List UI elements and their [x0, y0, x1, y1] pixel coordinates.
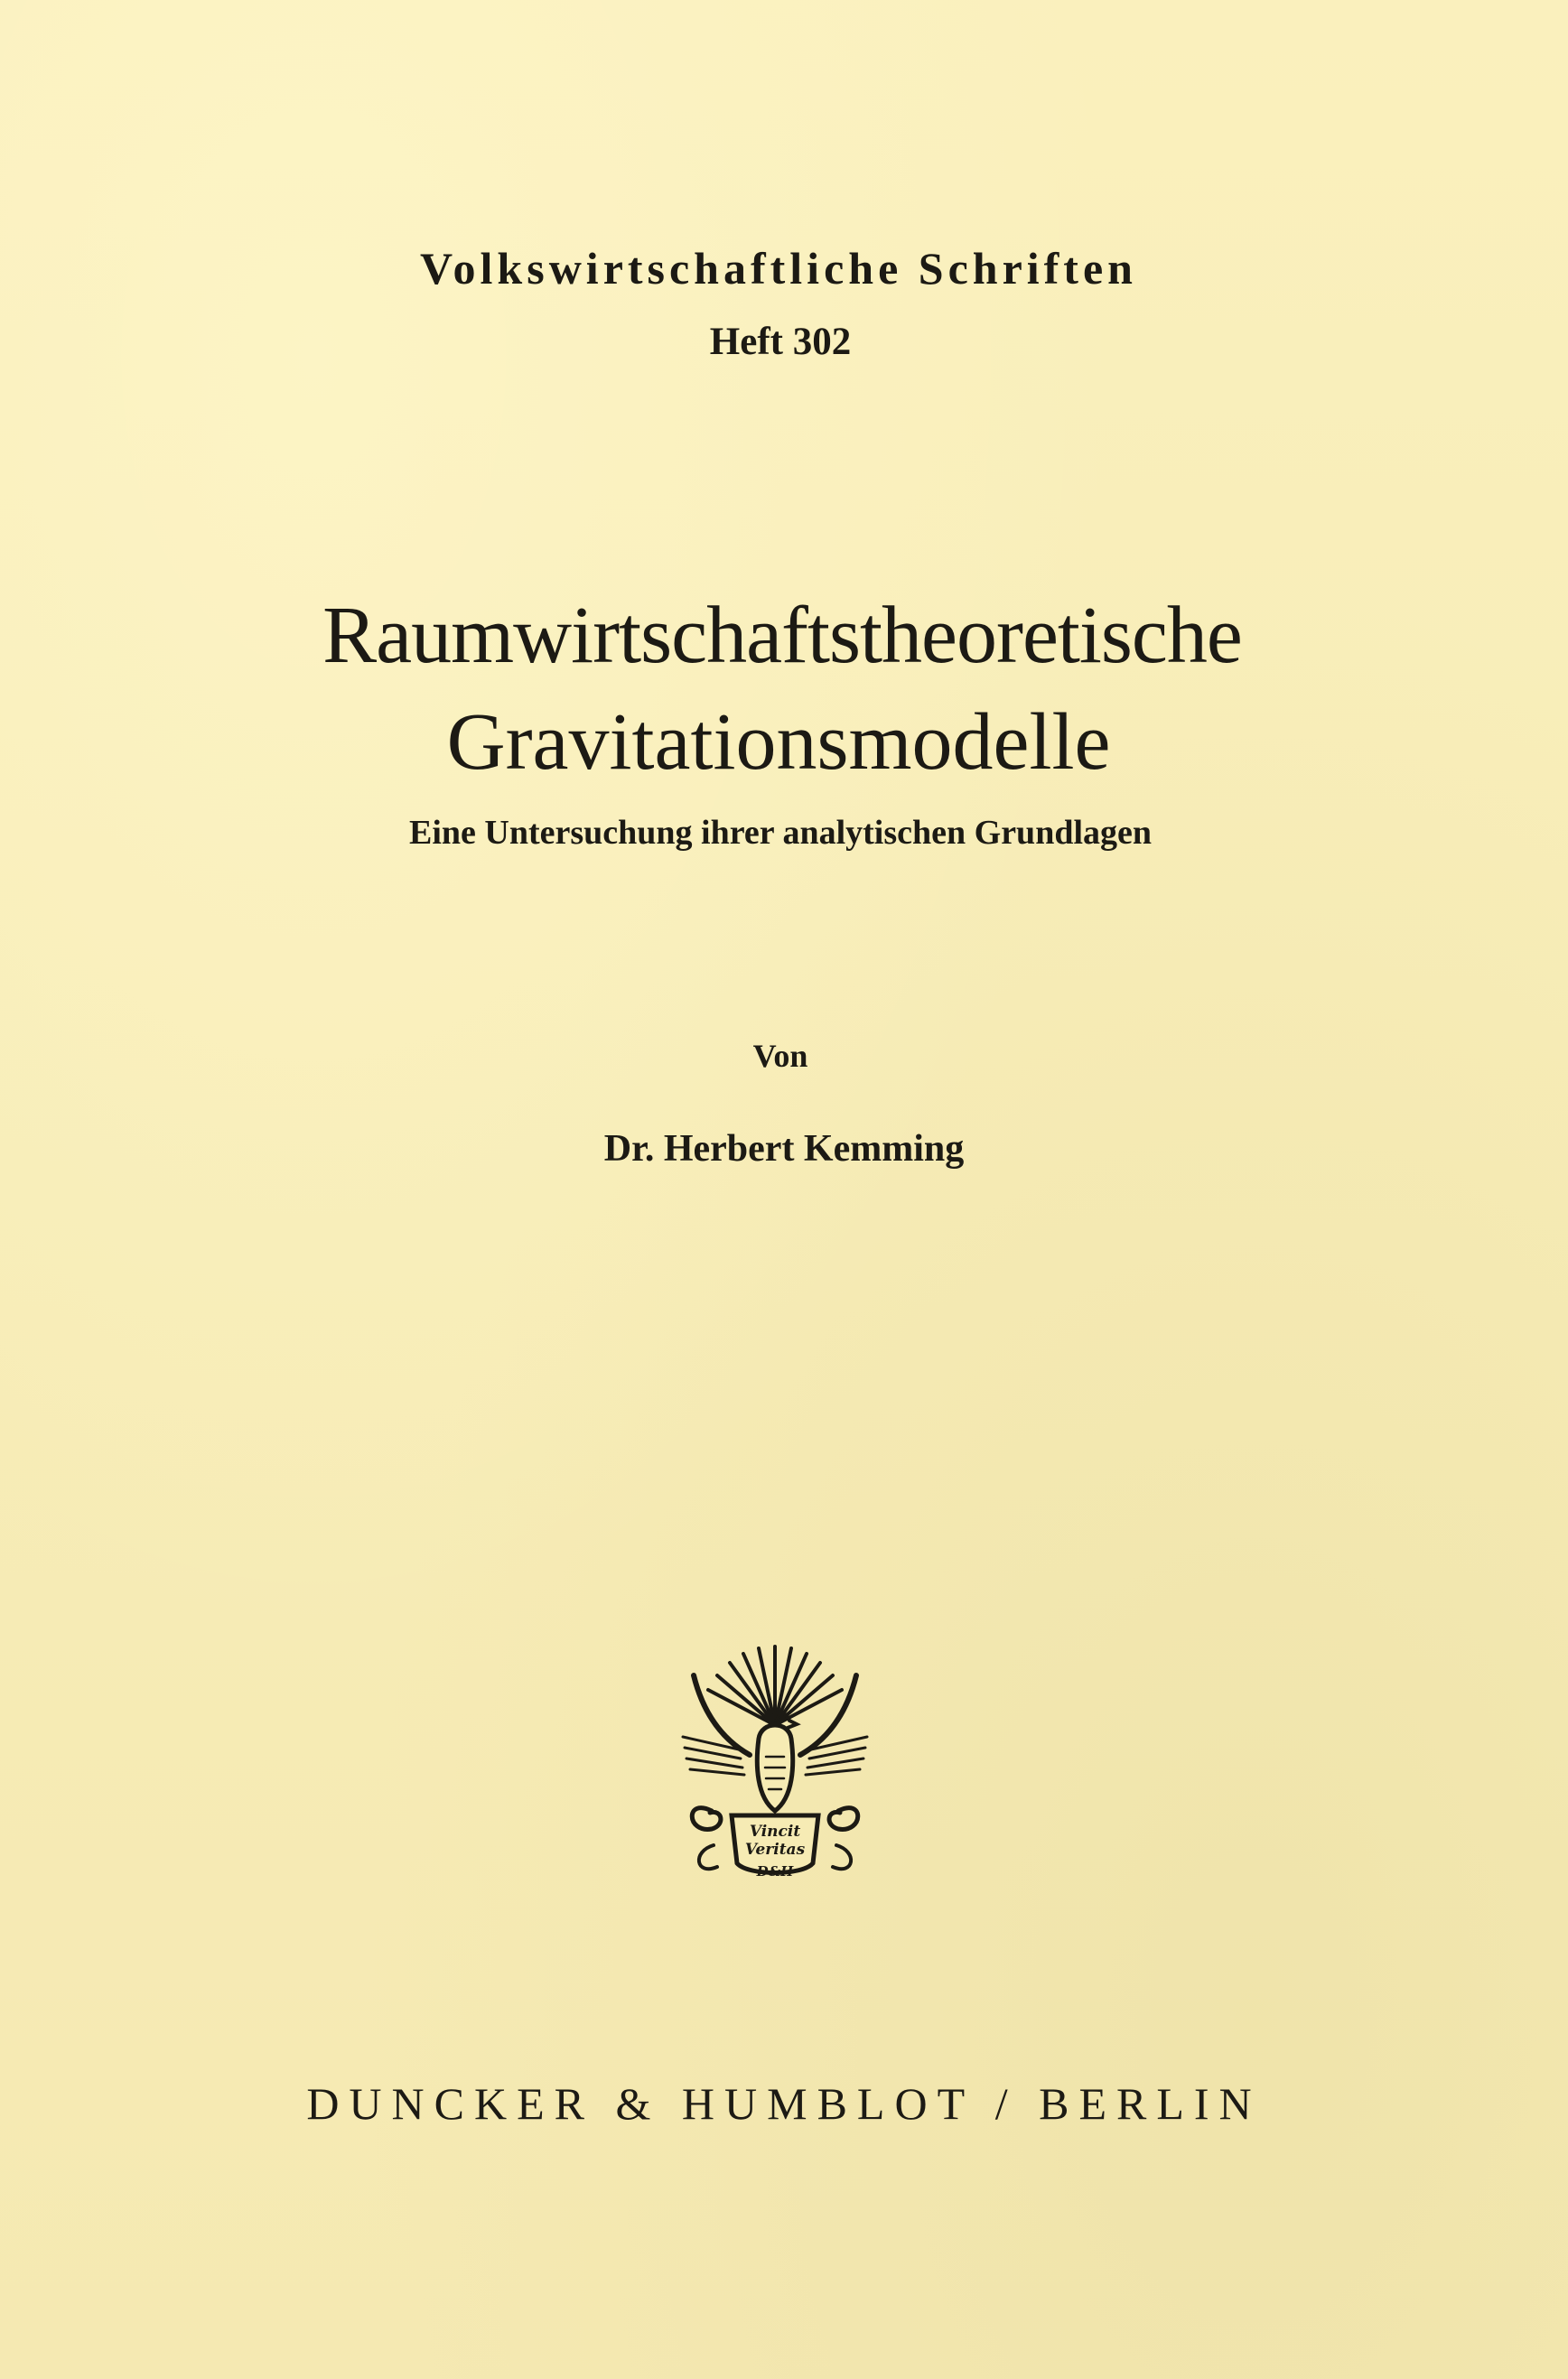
publisher-eagle-logo-icon [676, 1639, 874, 1892]
svg-text:Veritas: Veritas [744, 1841, 806, 1859]
svg-text:D&H: D&H [756, 1863, 794, 1880]
book-title-line-2: Gravitationsmodelle [446, 697, 1111, 787]
book-subtitle: Eine Untersuchung ihrer analytischen Grundlagen [408, 814, 1153, 852]
author-name: Dr. Herbert Kemming [603, 1128, 965, 1170]
book-title-line-1: Raumwirtschaftstheoretische [322, 591, 1242, 680]
publisher-imprint: DUNCKER & HUMBLOT / BERLIN [306, 2078, 1262, 2129]
svg-text:Vincit: Vincit [749, 1823, 801, 1841]
byline-von: Von [752, 1038, 808, 1074]
series-name: Volkswirtschaftliche Schriften [420, 243, 1137, 294]
series-issue: Heft 302 [709, 321, 852, 363]
